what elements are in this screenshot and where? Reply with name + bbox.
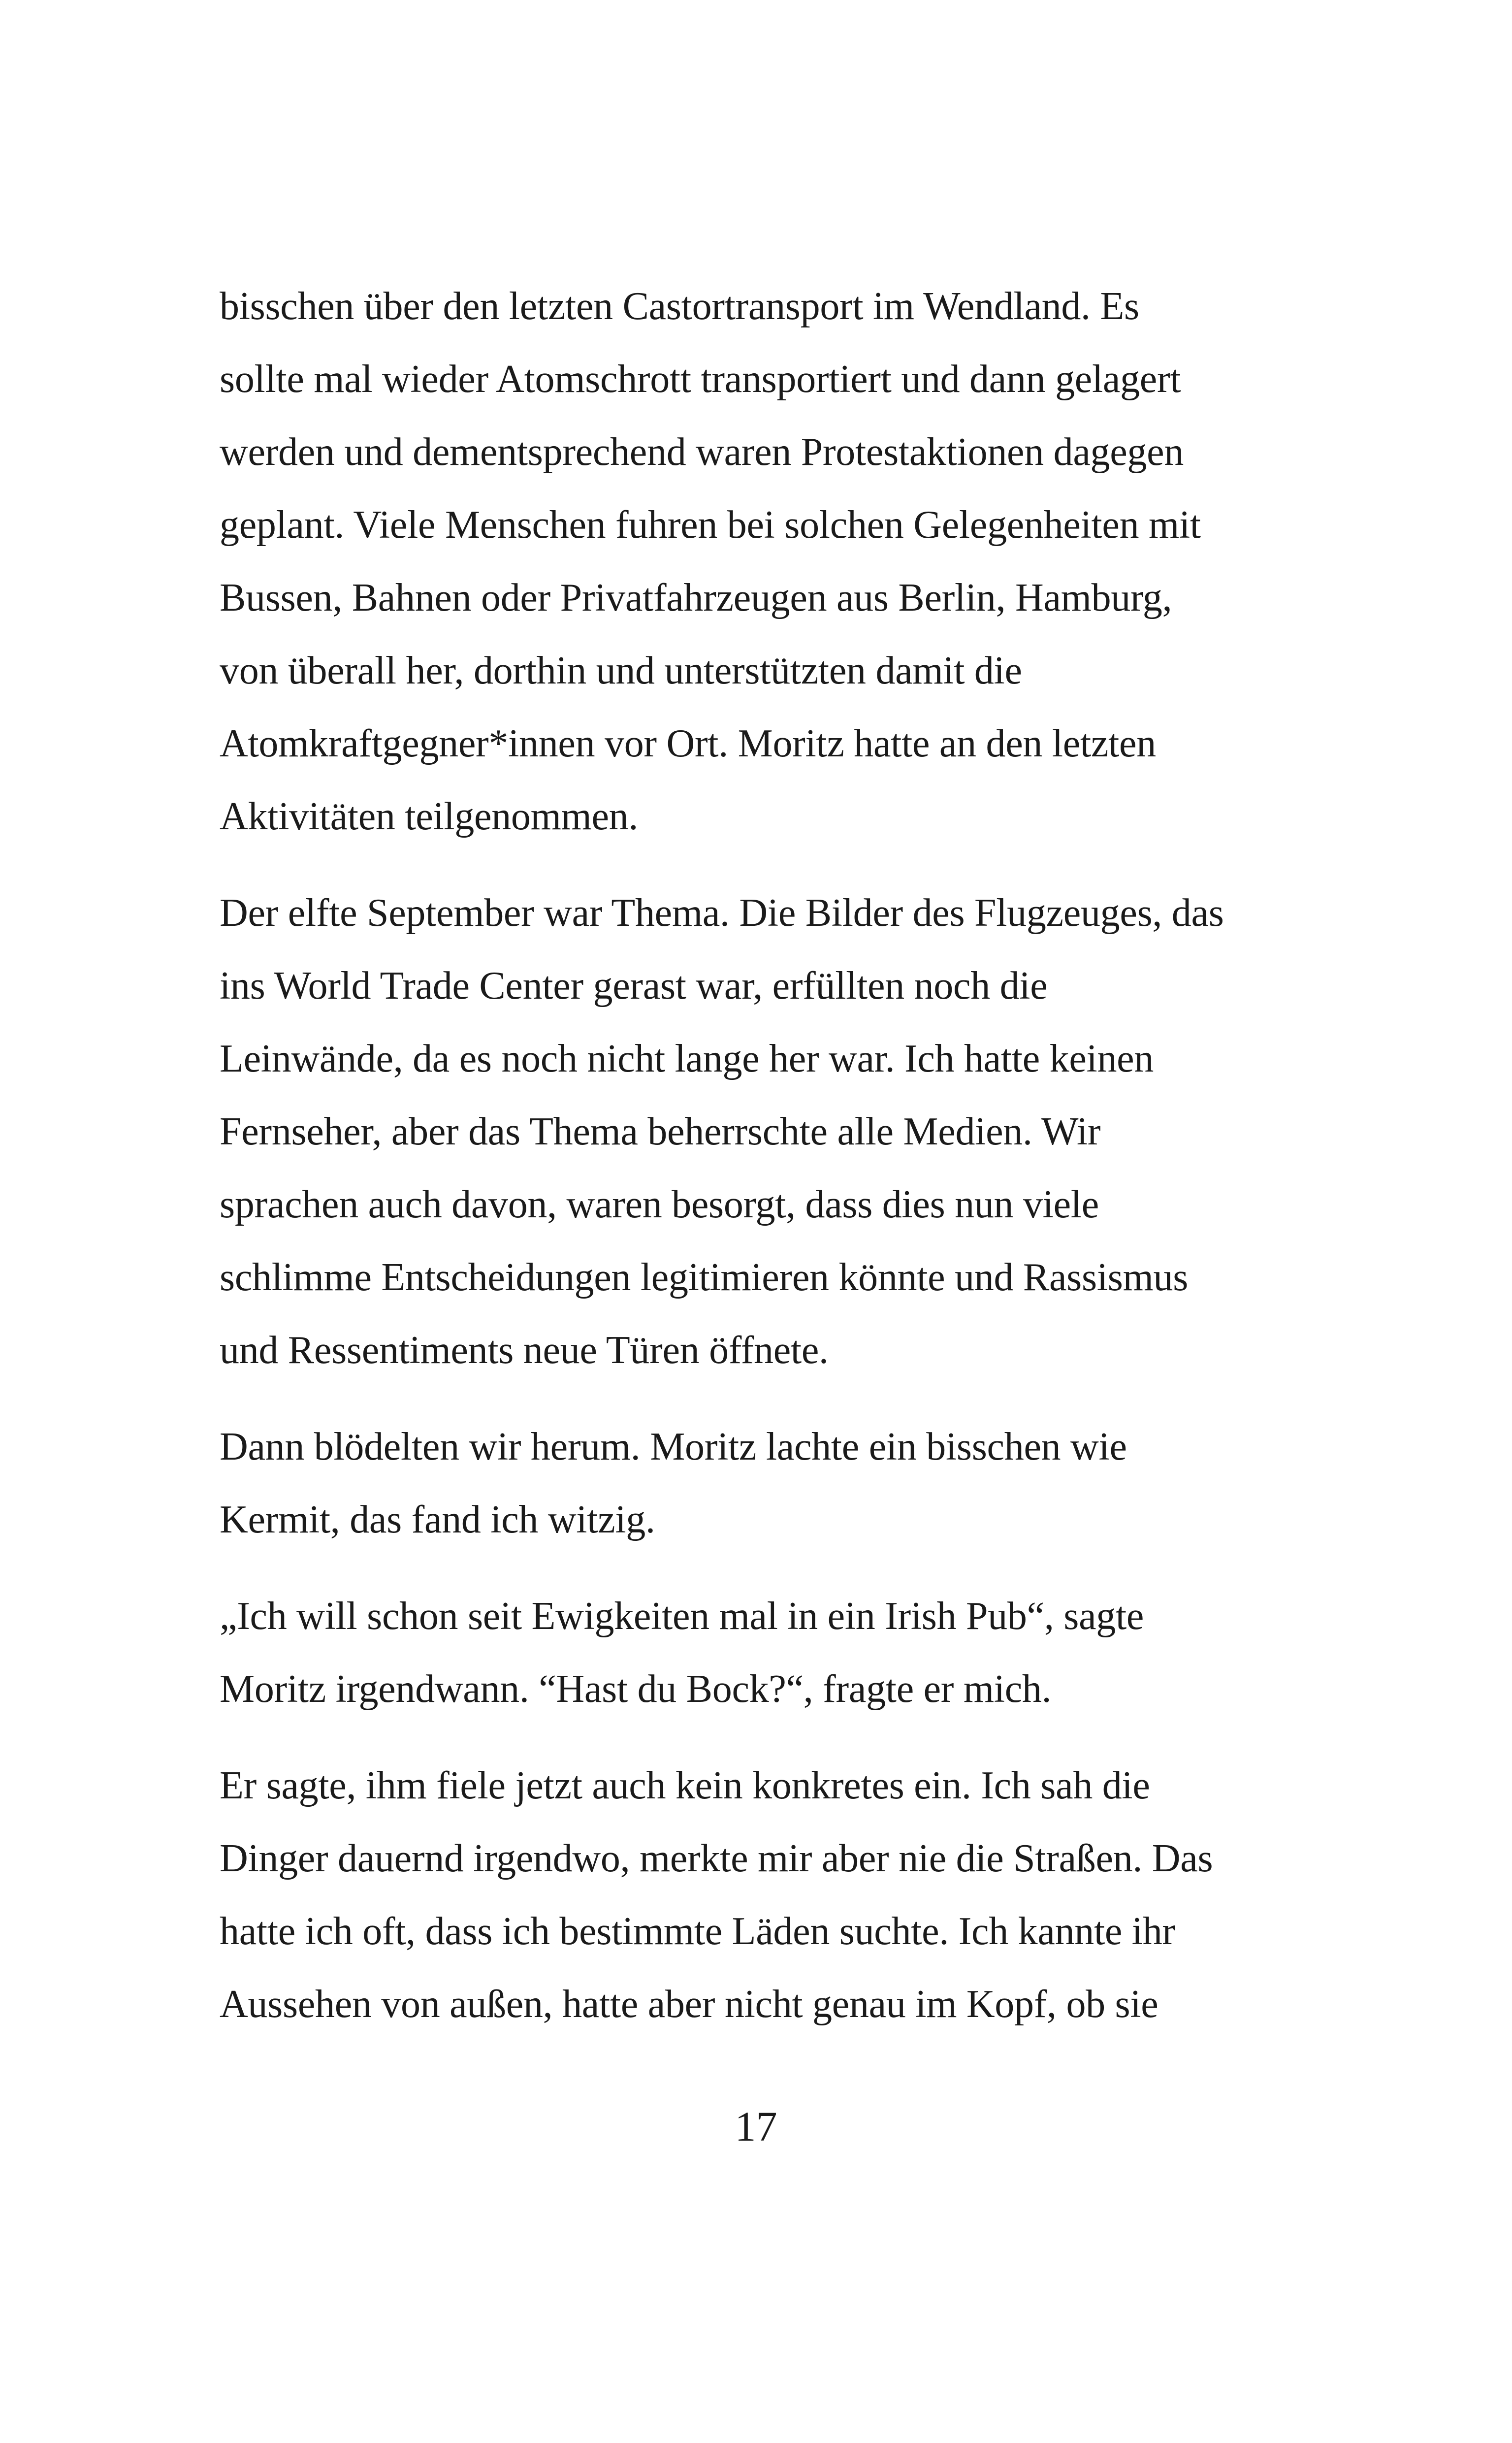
text-line: sprachen auch davon, waren besorgt, dass dies nun viele [220,1183,1099,1226]
text-line: hatte ich oft, dass ich bestimmte Läden suchte. Ich kannte ihr [220,1910,1175,1953]
text-line: sollte mal wieder Atomschrott transportiert und dann gelagert [220,358,1181,401]
text-line: Moritz irgendwann. “Hast du Bock?“, fragte er mich. [220,1667,1052,1711]
text-line: und Ressentiments neue Türen öffnete. [220,1329,829,1372]
paragraph-3 [220,1410,1322,1556]
text-line: Bussen, Bahnen oder Privatfahrzeugen aus Berlin, Hamburg, [220,576,1172,619]
text-line: Fernseher, aber das Thema beherrschte alle Medien. Wir [220,1110,1101,1153]
text-line: Er sagte, ihm fiele jetzt auch kein konkretes ein. Ich sah die [220,1764,1150,1807]
text-line: Aussehen von außen, hatte aber nicht genau im Kopf, ob sie [220,1983,1158,2026]
text-line: Dinger dauernd irgendwo, merkte mir aber nie die Straßen. Das [220,1837,1213,1880]
text-line: Atomkraftgegner*innen vor Ort. Moritz hatte an den letzten [220,722,1156,765]
text-line: Der elfte September war Thema. Die Bilder des Flugzeuges, das [220,891,1224,935]
paragraph-1 [220,270,1322,853]
text-line: Dann blödelten wir herum. Moritz lachte ein bisschen wie [220,1425,1127,1468]
text-line: „Ich will schon seit Ewigkeiten mal in ein Irish Pub“, sagte [220,1595,1144,1638]
page-number: 17 [735,2103,777,2150]
paragraph-5 [220,1749,1322,2041]
text-line: ins World Trade Center gerast war, erfüllten noch die [220,964,1048,1008]
text-line: bisschen über den letzten Castortransport im Wendland. Es [220,285,1139,328]
body-text [220,270,1322,2041]
text-line: Kermit, das fand ich witzig. [220,1498,655,1541]
text-line: Aktivitäten teilgenommen. [220,795,639,838]
text-line: geplant. Viele Menschen fuhren bei solchen Gelegenheiten mit [220,503,1201,547]
text-line: von überall her, dorthin und unterstützten damit die [220,649,1022,692]
paragraph-2 [220,877,1322,1387]
paragraph-4 [220,1580,1322,1726]
text-line: schlimme Entscheidungen legitimieren könnte und Rassismus [220,1256,1189,1299]
text-line: Leinwände, da es noch nicht lange her war. Ich hatte keinen [220,1037,1154,1080]
text-line: werden und dementsprechend waren Protestaktionen dagegen [220,430,1184,474]
